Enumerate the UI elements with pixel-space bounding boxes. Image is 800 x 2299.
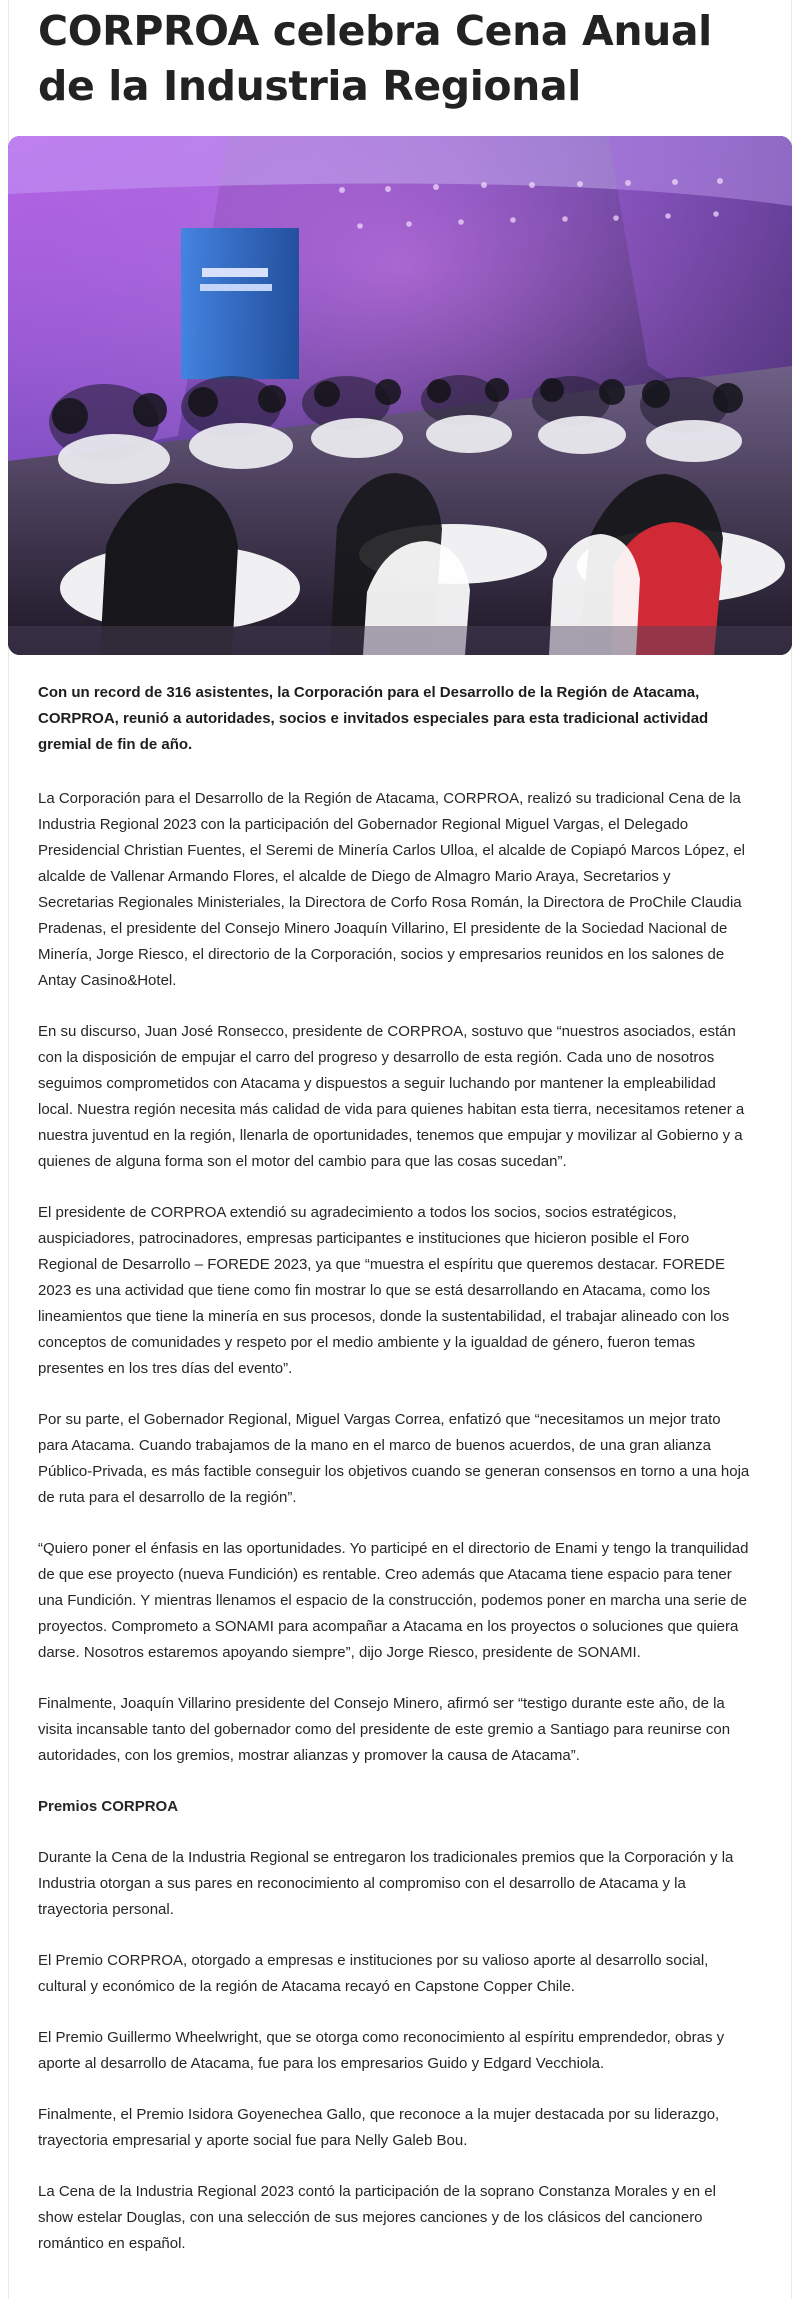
article-paragraph: “Quiero poner el énfasis en las oportunidades. Yo participé en el directorio de Enami y tengo la tranquilidad de que ese proyecto (nueva Fundición) es rentable. Creo además que Atacama tiene espacio para tener una Fundición. Y mientras llenamos el espacio de la construcción, podemos poner en marcha una serie de proyectos. Comprometo a SONAMI para acompañar a Atacama en los proyectos o soluciones que quiera darse. Nosotros estaremos apoyando siempre”, dijo Jorge Riesco, presidente de SONAMI. — [38, 1540, 749, 1661]
article-paragraph: La Cena de la Industria Regional 2023 contó la participación de la soprano Constanza Morales y en el show estelar Douglas, con una selección de sus mejores canciones y de los clásicos del cancionero romántico en español. — [38, 2183, 716, 2252]
article-body — [38, 680, 750, 2282]
article-paragraph: En su discurso, Juan José Ronsecco, presidente de CORPROA, sostuvo que “nuestros asociados, están con la disposición de empujar el carro del progreso y desarrollo de esta región. Cada uno de nosotros seguimos comprometidos con Atacama y dispuestos a seguir luchando por mantener la empleabilidad local. Nuestra región necesita más calidad de vida para quienes habitan esta tierra, necesitamos retener a nuestra juventud en la región, llenarla de oportunidades, tenemos que empujar y movilizar al Gobierno y a quienes de alguna forma son el motor del cambio para que las cosas sucedan”. — [38, 1023, 745, 1170]
article-paragraph: Durante la Cena de la Industria Regional se entregaron los tradicionales premios que la Corporación y la Industria otorgan a sus pares en reconocimiento al compromiso con el desarrollo de Atacama y la trayectoria personal. — [38, 1849, 734, 1918]
article-lead: Con un record de 316 asistentes, la Corporación para el Desarrollo de la Región de Atacama, CORPROA, reunió a autoridades, socios e invitados especiales para esta tradicional actividad gremial de fin de año. — [38, 684, 709, 753]
article-paragraph: La Corporación para el Desarrollo de la Región de Atacama, CORPROA, realizó su tradicional Cena de la Industria Regional 2023 con la participación del Gobernador Regional Miguel Vargas, el Delegado Presidencial Christian Fuentes, el Seremi de Minería Carlos Ulloa, el alcalde de Copiapó Marcos López, el alcalde de Vallenar Armando Flores, el alcalde de Diego de Almagro Mario Araya, Secretarios y Secretarias Regionales Ministeriales, la Directora de Corfo Rosa Román, la Directora de ProChile Claudia Pradenas, el presidente del Consejo Minero Joaquín Villarino, El presidente de la Sociedad Nacional de Minería, Jorge Riesco, el directorio de la Corporación, socios y empresarios reunidos en los salones de Antay Casino&Hotel. — [38, 790, 746, 989]
article-paragraph: El presidente de CORPROA extendió su agradecimiento a todos los socios, socios estratégicos, auspiciadores, patrocinadores, empresas participantes e instituciones que hicieron posible el Foro Regional de Desarrollo – FOREDE 2023, ya que “muestra el espíritu que queremos destacar. FOREDE 2023 es una actividad que tiene como fin mostrar lo que se está desarrollando en Atacama, como los lineamientos que tiene la minería en sus procesos, donde la sustentabilidad, el trabajar alineado con los conceptos de comunidades y respeto por el medio ambiente y la igualdad de género, fueron temas presentes en los tres días del evento”. — [38, 1204, 730, 1377]
hero-image — [8, 136, 792, 655]
article-paragraph: Finalmente, Joaquín Villarino presidente del Consejo Minero, afirmó ser “testigo durante este año, de la visita incansable tanto del gobernador como del presidente de este gremio a Santiago para reunirse con autoridades, con los gremios, mostrar alianzas y promover la causa de Atacama”. — [38, 1695, 731, 1764]
article-paragraph: El Premio CORPROA, otorgado a empresas e instituciones por su valioso aporte al desarrollo social, cultural y económico de la región de Atacama recayó en Capstone Copper Chile. — [38, 1952, 709, 1995]
article-title: CORPROA celebra Cena Anual de la Industria Regional — [38, 7, 712, 110]
article-paragraph: Finalmente, el Premio Isidora Goyenechea Gallo, que reconoce a la mujer destacada por su liderazgo, trayectoria empresarial y aporte social fue para Nelly Galeb Bou. — [38, 2106, 720, 2149]
section-heading: Premios CORPROA — [38, 1798, 179, 1815]
article-paragraph: El Premio Guillermo Wheelwright, que se otorga como reconocimiento al espíritu emprendedor, obras y aporte al desarrollo de Atacama, fue para los empresarios Guido y Edgard Vecchiola. — [38, 2029, 725, 2072]
article-paragraph: Por su parte, el Gobernador Regional, Miguel Vargas Correa, enfatizó que “necesitamos un mejor trato para Atacama. Cuando trabajamos de la mano en el marco de buenos acuerdos, de una gran alianza Público-Privada, es más factible conseguir los objetivos cuando se generan consensos en torno a una hoja de ruta para el desarrollo de la región”. — [38, 1411, 750, 1506]
